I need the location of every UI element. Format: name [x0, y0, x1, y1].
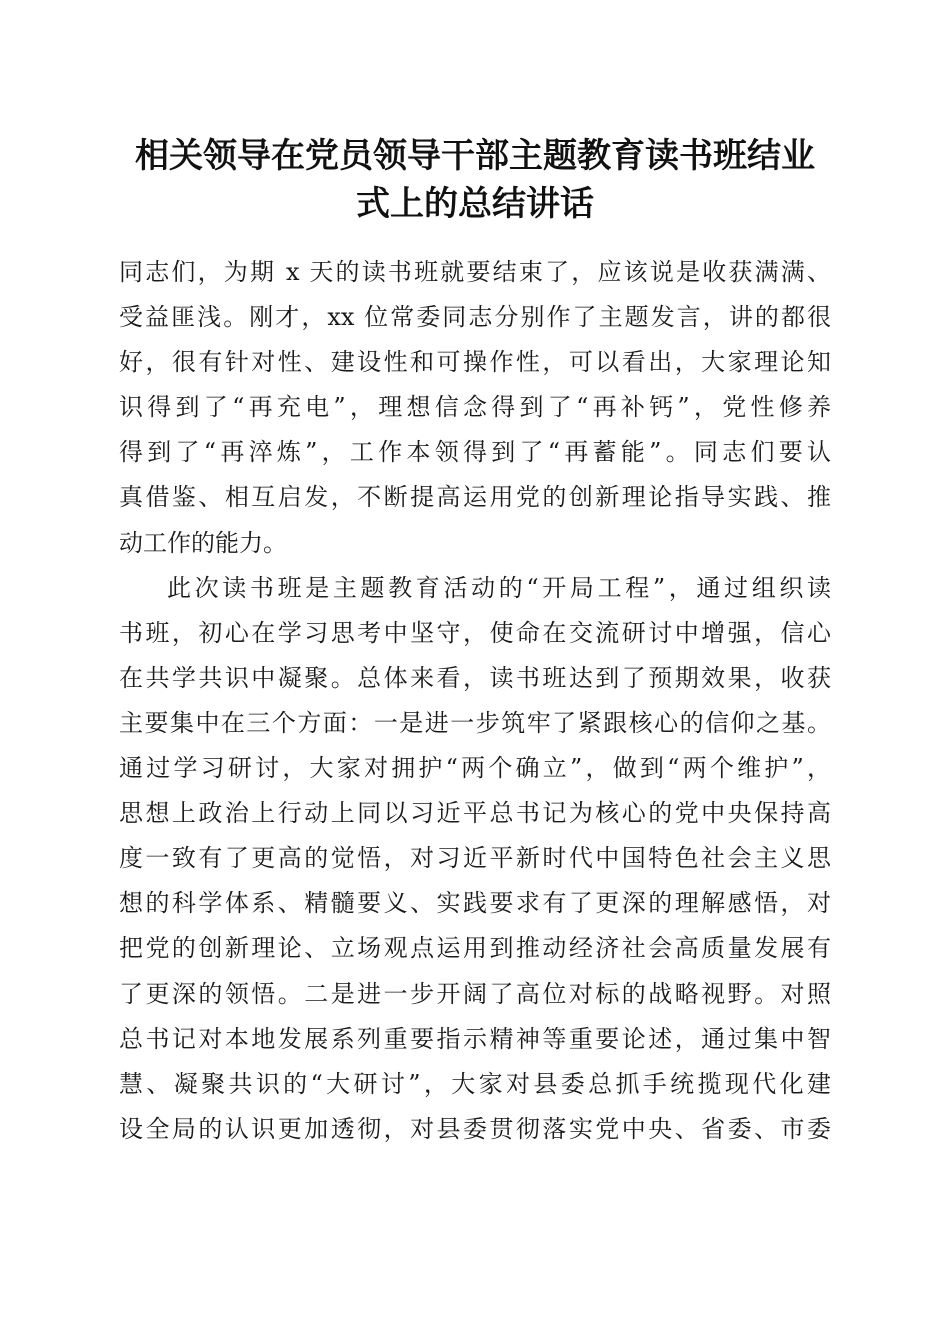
text-line: 识得到了“再充电”，理想信念得到了“再补钙”，党性修养	[119, 393, 831, 422]
text-line: 度一致有了更高的觉悟，对习近平新时代中国特色社会主义思	[119, 844, 831, 873]
text-line: 受益匪浅。刚才，xx 位常委同志分别作了主题发言，讲的都很	[119, 303, 831, 332]
text-line: 书班，初心在学习思考中坚守，使命在交流研讨中增强，信心	[119, 618, 831, 647]
page-title	[100, 132, 850, 228]
paragraph-1	[119, 250, 831, 566]
text-line: 主要集中在三个方面：一是进一步筑牢了紧跟核心的信仰之基。	[119, 708, 831, 737]
text-line: 在共学共识中凝聚。总体来看，读书班达到了预期效果，收获	[119, 663, 831, 692]
title-line: 式上的总结讲话	[356, 184, 594, 224]
text-line: 好，很有针对性、建设性和可操作性，可以看出，大家理论知	[119, 348, 831, 377]
text-line: 设全局的认识更加透彻，对县委贯彻落实党中央、省委、市委	[119, 1114, 831, 1143]
text-line: 慧、凝聚共识的“大研讨”，大家对县委总抓手统揽现代化建	[119, 1069, 831, 1098]
text-line: 了更深的领悟。二是进一步开阔了高位对标的战略视野。对照	[119, 979, 831, 1008]
text-line: 通过学习研讨，大家对拥护“两个确立”，做到“两个维护”，	[119, 754, 831, 783]
text-line: 总书记对本地发展系列重要指示精神等重要论述，通过集中智	[119, 1024, 831, 1053]
text-line: 此次读书班是主题教育活动的“开局工程”，通过组织读	[167, 573, 831, 602]
text-line: 动工作的能力。	[119, 528, 287, 557]
text-line: 得到了“再淬炼”，工作本领得到了“再蓄能”。同志们要认	[119, 438, 831, 467]
text-line: 思想上政治上行动上同以习近平总书记为核心的党中央保持高	[119, 799, 831, 828]
document-body	[119, 250, 831, 1152]
text-line: 把党的创新理论、立场观点运用到推动经济社会高质量发展有	[119, 934, 831, 963]
title-line: 相关领导在党员领导干部主题教育读书班结业	[135, 136, 815, 176]
text-line: 同志们，为期 x 天的读书班就要结束了，应该说是收获满满、	[119, 258, 831, 286]
text-line: 想的科学体系、精髓要义、实践要求有了更深的理解感悟，对	[119, 889, 831, 918]
text-line: 真借鉴、相互启发，不断提高运用党的创新理论指导实践、推	[119, 483, 831, 512]
paragraph-2	[119, 566, 831, 1152]
